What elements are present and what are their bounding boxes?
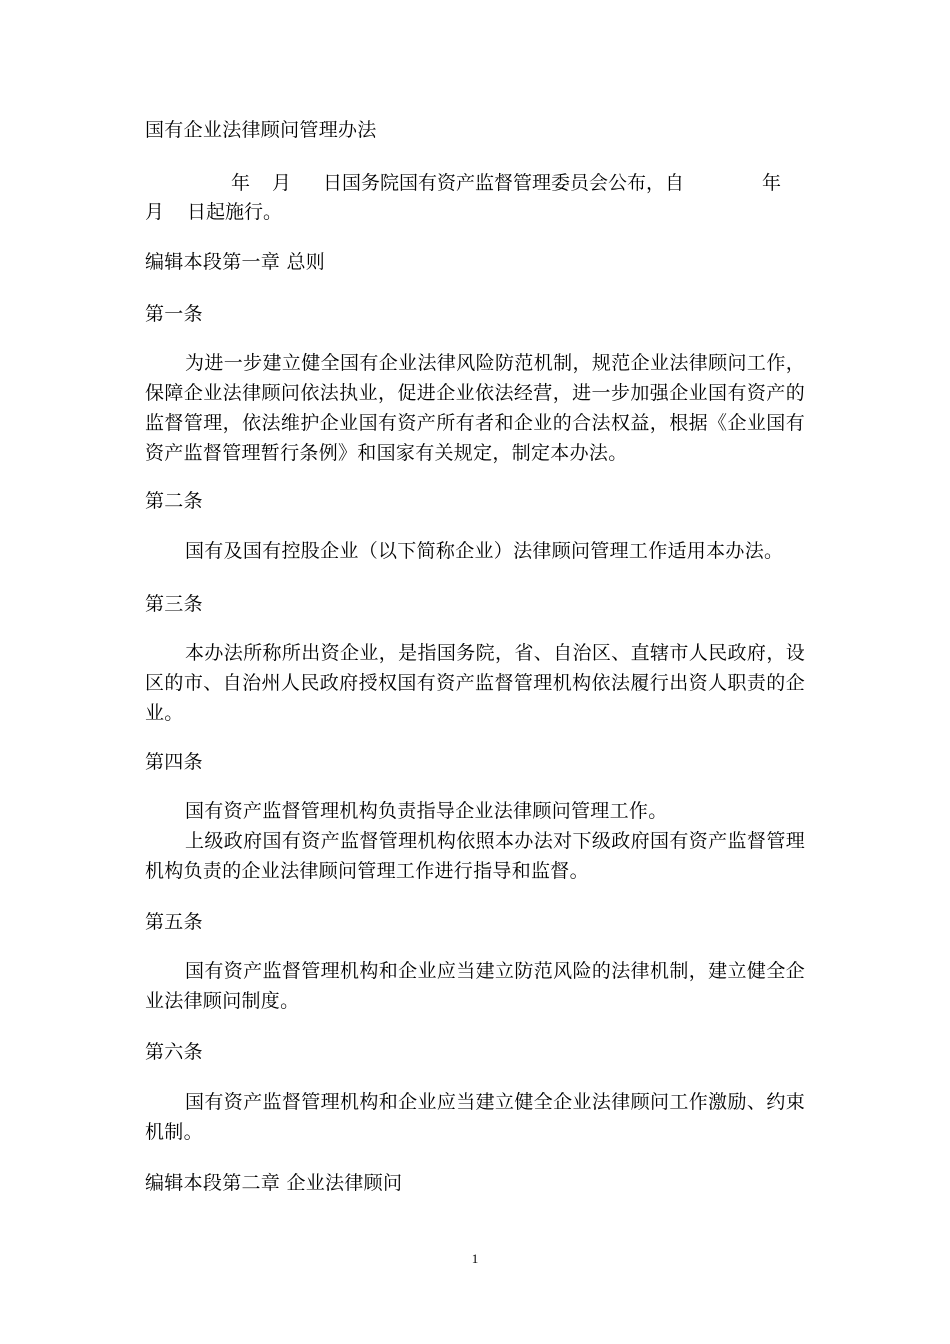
article-5-paragraph: 国有资产监督管理机构和企业应当建立防范风险的法律机制，建立健全企业法律顾问制度。: [145, 960, 805, 1012]
publication-month-1: 月: [272, 172, 292, 194]
article-4-paragraph-2: 上级政府国有资产监督管理机构依照本办法对下级政府国有资产监督管理机构负责的企业法律顾问管理工作进行指导和监督。: [145, 830, 805, 882]
publication-line-2: [145, 197, 805, 227]
article-heading-4: 第四条: [145, 751, 203, 773]
article-heading-3: 第三条: [145, 593, 203, 615]
publication-year-2: 年: [762, 172, 782, 194]
chapter-heading-1: 编辑本段第一章 总则: [145, 251, 326, 273]
article-heading-6: 第六条: [145, 1041, 203, 1063]
article-3-paragraph: 本办法所称所出资企业，是指国务院，省、自治区、直辖市人民政府，设区的市、自治州人民政府授权国有资产监督管理机构依法履行出资人职责的企业。: [145, 642, 805, 724]
page-number: 1: [471, 1251, 479, 1266]
article-4-paragraph-1: 国有资产监督管理机构负责指导企业法律顾问管理工作。: [185, 800, 668, 822]
article-6-paragraph: 国有资产监督管理机构和企业应当建立健全企业法律顾问工作激励、约束机制。: [145, 1091, 805, 1143]
document-title: 国有企业法律顾问管理办法: [145, 119, 377, 141]
publication-day-1: 日国务院国有资产监督管理委员会公布，自: [323, 172, 685, 194]
article-heading-2: 第二条: [145, 490, 203, 512]
article-1-paragraph: 为进一步建立健全国有企业法律风险防范机制，规范企业法律顾问工作，保障企业法律顾问依法执业，促进企业依法经营，进一步加强企业国有资产的监督管理，依法维护企业国有资产所有者和企业的合法权益，根据《企业国有资产监督管理暂行条例》和国家有关规定，制定本办法。: [145, 352, 805, 464]
article-heading-1: 第一条: [145, 303, 203, 325]
publication-month-2: 月: [145, 201, 165, 223]
publication-day-2: 日起施行。: [187, 201, 283, 223]
publication-line-1: [145, 168, 805, 198]
publication-year-1: 年: [231, 172, 251, 194]
article-2-paragraph: 国有及国有控股企业（以下简称企业）法律顾问管理工作适用本办法。: [185, 540, 784, 562]
chapter-heading-2: 编辑本段第二章 企业法律顾问: [145, 1172, 403, 1194]
article-heading-5: 第五条: [145, 911, 203, 933]
